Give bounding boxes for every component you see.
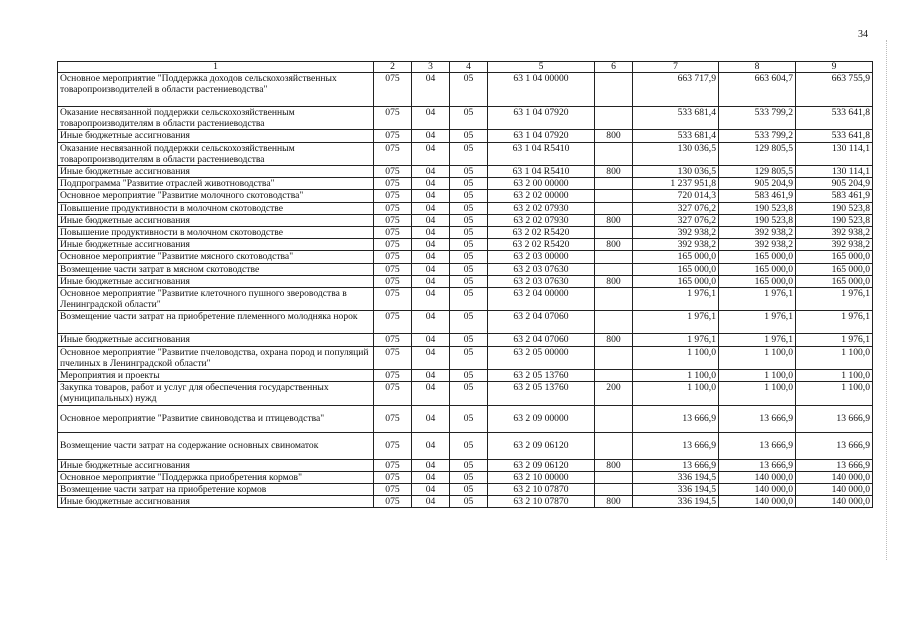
row-section-code: 04 [412, 166, 450, 178]
row-expense-type: 800 [595, 496, 633, 508]
row-section-code: 04 [412, 202, 450, 214]
row-section-code: 04 [412, 239, 450, 251]
row-target-article: 63 1 04 07920 [488, 107, 595, 130]
row-ministry-code: 075 [374, 178, 412, 190]
row-amount-1: 165 000,0 [633, 251, 719, 263]
table-row [58, 227, 873, 239]
row-expense-type: 800 [595, 459, 633, 471]
row-ministry-code: 075 [374, 370, 412, 382]
row-subsection-code: 05 [450, 275, 488, 287]
row-section-code: 04 [412, 484, 450, 496]
row-target-article: 63 2 03 07630 [488, 263, 595, 275]
row-target-article: 63 2 02 07930 [488, 202, 595, 214]
row-expense-type: 800 [595, 130, 633, 142]
row-amount-1: 13 666,9 [633, 405, 719, 432]
row-ministry-code: 075 [374, 239, 412, 251]
table-row [58, 432, 873, 459]
row-amount-2: 13 666,9 [719, 405, 796, 432]
row-subsection-code: 05 [450, 471, 488, 483]
col-header-1: 1 [58, 62, 374, 73]
row-name: Иные бюджетные ассигнования [58, 334, 374, 346]
row-name: Возмещение части затрат на приобретение кормов [58, 484, 374, 496]
row-target-article: 63 1 04 R5410 [488, 142, 595, 165]
row-amount-2: 1 100,0 [719, 370, 796, 382]
table-body [58, 73, 873, 508]
row-target-article: 63 1 04 07920 [488, 130, 595, 142]
row-expense-type [595, 346, 633, 369]
row-amount-1: 663 717,9 [633, 73, 719, 107]
row-subsection-code: 05 [450, 107, 488, 130]
row-target-article: 63 2 04 00000 [488, 288, 595, 311]
row-expense-type: 800 [595, 166, 633, 178]
row-section-code: 04 [412, 432, 450, 459]
row-expense-type: 800 [595, 275, 633, 287]
row-name: Возмещение части затрат в мясном скотоводстве [58, 263, 374, 275]
row-amount-3: 1 976,1 [796, 288, 873, 311]
row-subsection-code: 05 [450, 288, 488, 311]
table-row [58, 142, 873, 165]
row-expense-type [595, 263, 633, 275]
row-ministry-code: 075 [374, 251, 412, 263]
row-section-code: 04 [412, 496, 450, 508]
col-header-3: 3 [412, 62, 450, 73]
row-amount-3: 1 100,0 [796, 370, 873, 382]
col-header-7: 7 [633, 62, 719, 73]
row-expense-type [595, 370, 633, 382]
row-amount-1: 720 014,3 [633, 190, 719, 202]
row-amount-1: 1 976,1 [633, 311, 719, 334]
row-target-article: 63 2 10 00000 [488, 471, 595, 483]
row-target-article: 63 2 04 07060 [488, 311, 595, 334]
row-amount-2: 663 604,7 [719, 73, 796, 107]
row-amount-1: 13 666,9 [633, 432, 719, 459]
row-amount-3: 533 641,8 [796, 130, 873, 142]
row-expense-type: 800 [595, 214, 633, 226]
row-ministry-code: 075 [374, 227, 412, 239]
row-target-article: 63 2 03 07630 [488, 275, 595, 287]
table-row [58, 370, 873, 382]
row-ministry-code: 075 [374, 166, 412, 178]
row-target-article: 63 2 03 00000 [488, 251, 595, 263]
table-row [58, 382, 873, 405]
row-amount-2: 533 799,2 [719, 130, 796, 142]
col-header-6: 6 [595, 62, 633, 73]
row-expense-type: 800 [595, 239, 633, 251]
row-ministry-code: 075 [374, 130, 412, 142]
row-ministry-code: 075 [374, 311, 412, 334]
row-amount-2: 190 523,8 [719, 214, 796, 226]
row-subsection-code: 05 [450, 239, 488, 251]
row-name: Основное мероприятие "Развитие молочного скотоводства" [58, 190, 374, 202]
row-section-code: 04 [412, 142, 450, 165]
row-name: Иные бюджетные ассигнования [58, 459, 374, 471]
row-amount-2: 392 938,2 [719, 227, 796, 239]
table-row [58, 496, 873, 508]
row-amount-2: 1 976,1 [719, 288, 796, 311]
row-target-article: 63 2 04 07060 [488, 334, 595, 346]
row-expense-type [595, 227, 633, 239]
row-name: Возмещение части затрат на приобретение племенного молодняка норок [58, 311, 374, 334]
row-amount-3: 13 666,9 [796, 405, 873, 432]
row-ministry-code: 075 [374, 405, 412, 432]
row-amount-2: 1 976,1 [719, 311, 796, 334]
row-amount-1: 336 194,5 [633, 484, 719, 496]
row-name: Основное мероприятие "Поддержка доходов сельскохозяйственных товаропроизводителей в области растениеводства" [58, 73, 374, 107]
row-ministry-code: 075 [374, 484, 412, 496]
row-name: Возмещение части затрат на содержание основных свиноматок [58, 432, 374, 459]
row-name: Основное мероприятие "Развитие клеточного пушного звероводства в Ленинградской области" [58, 288, 374, 311]
row-amount-2: 129 805,5 [719, 142, 796, 165]
table-row [58, 190, 873, 202]
row-amount-3: 905 204,9 [796, 178, 873, 190]
row-target-article: 63 2 02 R5420 [488, 227, 595, 239]
row-section-code: 04 [412, 190, 450, 202]
row-target-article: 63 2 02 07930 [488, 214, 595, 226]
table-row [58, 334, 873, 346]
row-amount-1: 1 100,0 [633, 346, 719, 369]
row-amount-3: 190 523,8 [796, 214, 873, 226]
row-subsection-code: 05 [450, 432, 488, 459]
row-expense-type [595, 288, 633, 311]
budget-table [57, 61, 873, 508]
row-section-code: 04 [412, 130, 450, 142]
row-amount-3: 1 976,1 [796, 334, 873, 346]
row-amount-3: 140 000,0 [796, 484, 873, 496]
row-amount-2: 140 000,0 [719, 471, 796, 483]
row-ministry-code: 075 [374, 459, 412, 471]
row-subsection-code: 05 [450, 251, 488, 263]
row-amount-1: 1 976,1 [633, 334, 719, 346]
row-name: Иные бюджетные ассигнования [58, 130, 374, 142]
row-expense-type [595, 73, 633, 107]
row-amount-1: 336 194,5 [633, 471, 719, 483]
row-amount-1: 1 976,1 [633, 288, 719, 311]
table-row [58, 251, 873, 263]
row-amount-1: 533 681,4 [633, 130, 719, 142]
row-target-article: 63 2 02 00000 [488, 190, 595, 202]
table-row [58, 311, 873, 334]
row-amount-3: 165 000,0 [796, 251, 873, 263]
row-expense-type [595, 484, 633, 496]
row-amount-1: 327 076,2 [633, 202, 719, 214]
row-section-code: 04 [412, 334, 450, 346]
row-name: Основное мероприятие "Развитие свиноводства и птицеводства" [58, 405, 374, 432]
table-row [58, 346, 873, 369]
row-ministry-code: 075 [374, 432, 412, 459]
row-subsection-code: 05 [450, 496, 488, 508]
row-target-article: 63 2 10 07870 [488, 496, 595, 508]
row-amount-3: 165 000,0 [796, 263, 873, 275]
row-amount-2: 129 805,5 [719, 166, 796, 178]
row-target-article: 63 2 05 13760 [488, 382, 595, 405]
row-expense-type [595, 107, 633, 130]
row-ministry-code: 075 [374, 142, 412, 165]
row-section-code: 04 [412, 382, 450, 405]
row-section-code: 04 [412, 405, 450, 432]
row-name: Основное мероприятие "Развитие пчеловодства, охрана пород и популяций пчелиных в Ленинградской области" [58, 346, 374, 369]
row-expense-type: 200 [595, 382, 633, 405]
row-name: Повышение продуктивности в молочном скотоводстве [58, 202, 374, 214]
row-name: Иные бюджетные ассигнования [58, 496, 374, 508]
row-section-code: 04 [412, 178, 450, 190]
row-section-code: 04 [412, 251, 450, 263]
row-amount-3: 1 100,0 [796, 382, 873, 405]
row-amount-3: 130 114,1 [796, 142, 873, 165]
table-row [58, 166, 873, 178]
table-row [58, 484, 873, 496]
row-ministry-code: 075 [374, 202, 412, 214]
table-row [58, 263, 873, 275]
row-amount-1: 392 938,2 [633, 239, 719, 251]
row-amount-1: 13 666,9 [633, 459, 719, 471]
row-amount-3: 392 938,2 [796, 239, 873, 251]
row-amount-1: 165 000,0 [633, 275, 719, 287]
row-ministry-code: 075 [374, 346, 412, 369]
table-row [58, 130, 873, 142]
table-row [58, 178, 873, 190]
row-subsection-code: 05 [450, 227, 488, 239]
row-amount-2: 140 000,0 [719, 484, 796, 496]
row-name: Оказание несвязанной поддержки сельскохозяйственным товаропроизводителям в области растениеводства [58, 107, 374, 130]
row-subsection-code: 05 [450, 166, 488, 178]
row-amount-3: 533 641,8 [796, 107, 873, 130]
row-amount-2: 165 000,0 [719, 275, 796, 287]
row-amount-2: 140 000,0 [719, 496, 796, 508]
row-name: Оказание несвязанной поддержки сельскохозяйственным товаропроизводителям в области растениеводства [58, 142, 374, 165]
row-amount-3: 13 666,9 [796, 432, 873, 459]
row-amount-1: 336 194,5 [633, 496, 719, 508]
row-name: Иные бюджетные ассигнования [58, 239, 374, 251]
row-subsection-code: 05 [450, 334, 488, 346]
row-ministry-code: 075 [374, 263, 412, 275]
row-amount-1: 1 100,0 [633, 382, 719, 405]
row-ministry-code: 075 [374, 288, 412, 311]
row-section-code: 04 [412, 107, 450, 130]
row-ministry-code: 075 [374, 334, 412, 346]
row-subsection-code: 05 [450, 263, 488, 275]
row-section-code: 04 [412, 370, 450, 382]
row-amount-1: 130 036,5 [633, 142, 719, 165]
row-ministry-code: 075 [374, 275, 412, 287]
row-target-article: 63 2 05 13760 [488, 370, 595, 382]
row-expense-type [595, 432, 633, 459]
col-header-8: 8 [719, 62, 796, 73]
row-ministry-code: 075 [374, 73, 412, 107]
row-target-article: 63 2 10 07870 [488, 484, 595, 496]
table-row [58, 288, 873, 311]
table-row [58, 73, 873, 107]
row-target-article: 63 2 02 R5420 [488, 239, 595, 251]
row-target-article: 63 2 05 00000 [488, 346, 595, 369]
row-amount-2: 13 666,9 [719, 432, 796, 459]
row-amount-1: 327 076,2 [633, 214, 719, 226]
row-ministry-code: 075 [374, 190, 412, 202]
row-expense-type [595, 190, 633, 202]
row-amount-3: 1 100,0 [796, 346, 873, 369]
row-target-article: 63 2 09 06120 [488, 459, 595, 471]
row-section-code: 04 [412, 214, 450, 226]
row-expense-type [595, 311, 633, 334]
row-target-article: 63 2 00 00000 [488, 178, 595, 190]
row-subsection-code: 05 [450, 459, 488, 471]
row-name: Повышение продуктивности в молочном скотоводстве [58, 227, 374, 239]
row-expense-type [595, 202, 633, 214]
row-amount-1: 533 681,4 [633, 107, 719, 130]
row-subsection-code: 05 [450, 73, 488, 107]
row-amount-3: 130 114,1 [796, 166, 873, 178]
col-header-5: 5 [488, 62, 595, 73]
row-amount-3: 583 461,9 [796, 190, 873, 202]
row-expense-type [595, 405, 633, 432]
row-amount-2: 1 976,1 [719, 334, 796, 346]
row-amount-2: 13 666,9 [719, 459, 796, 471]
row-section-code: 04 [412, 73, 450, 107]
table-row [58, 214, 873, 226]
row-ministry-code: 075 [374, 107, 412, 130]
row-amount-2: 1 100,0 [719, 382, 796, 405]
row-subsection-code: 05 [450, 382, 488, 405]
row-expense-type [595, 251, 633, 263]
row-section-code: 04 [412, 227, 450, 239]
row-ministry-code: 075 [374, 214, 412, 226]
row-amount-3: 140 000,0 [796, 496, 873, 508]
row-amount-2: 165 000,0 [719, 251, 796, 263]
row-section-code: 04 [412, 459, 450, 471]
table-row [58, 405, 873, 432]
row-target-article: 63 2 09 00000 [488, 405, 595, 432]
row-section-code: 04 [412, 311, 450, 334]
row-subsection-code: 05 [450, 405, 488, 432]
row-name: Закупка товаров, работ и услуг для обеспечения государственных (муниципальных) нужд [58, 382, 374, 405]
row-section-code: 04 [412, 275, 450, 287]
row-amount-2: 165 000,0 [719, 263, 796, 275]
scan-edge-mark [886, 40, 888, 560]
row-amount-1: 1 100,0 [633, 370, 719, 382]
row-amount-3: 663 755,9 [796, 73, 873, 107]
row-expense-type: 800 [595, 334, 633, 346]
row-amount-1: 130 036,5 [633, 166, 719, 178]
row-subsection-code: 05 [450, 214, 488, 226]
table-row [58, 275, 873, 287]
row-amount-1: 165 000,0 [633, 263, 719, 275]
row-subsection-code: 05 [450, 130, 488, 142]
col-header-4: 4 [450, 62, 488, 73]
row-name: Подпрограмма "Развитие отраслей животноводства" [58, 178, 374, 190]
row-subsection-code: 05 [450, 370, 488, 382]
row-amount-2: 533 799,2 [719, 107, 796, 130]
row-ministry-code: 075 [374, 471, 412, 483]
row-expense-type [595, 471, 633, 483]
row-name: Основное мероприятие "Развитие мясного скотоводства" [58, 251, 374, 263]
row-amount-2: 583 461,9 [719, 190, 796, 202]
row-section-code: 04 [412, 471, 450, 483]
row-ministry-code: 075 [374, 382, 412, 405]
row-name: Основное мероприятие "Поддержка приобретения кормов" [58, 471, 374, 483]
row-target-article: 63 2 09 06120 [488, 432, 595, 459]
table-row [58, 107, 873, 130]
row-ministry-code: 075 [374, 496, 412, 508]
row-amount-1: 392 938,2 [633, 227, 719, 239]
row-subsection-code: 05 [450, 142, 488, 165]
row-amount-3: 165 000,0 [796, 275, 873, 287]
row-subsection-code: 05 [450, 178, 488, 190]
row-amount-2: 392 938,2 [719, 239, 796, 251]
table-row [58, 202, 873, 214]
row-target-article: 63 1 04 R5410 [488, 166, 595, 178]
row-amount-3: 140 000,0 [796, 471, 873, 483]
row-name: Иные бюджетные ассигнования [58, 214, 374, 226]
row-subsection-code: 05 [450, 311, 488, 334]
page-number: 34 [858, 29, 868, 40]
row-amount-3: 190 523,8 [796, 202, 873, 214]
table-row [58, 459, 873, 471]
row-section-code: 04 [412, 346, 450, 369]
col-header-2: 2 [374, 62, 412, 73]
table-row [58, 471, 873, 483]
row-section-code: 04 [412, 288, 450, 311]
row-amount-3: 392 938,2 [796, 227, 873, 239]
row-amount-1: 1 237 951,8 [633, 178, 719, 190]
row-amount-2: 905 204,9 [719, 178, 796, 190]
row-name: Мероприятия и проекты [58, 370, 374, 382]
row-name: Иные бюджетные ассигнования [58, 275, 374, 287]
row-name: Иные бюджетные ассигнования [58, 166, 374, 178]
row-target-article: 63 1 04 00000 [488, 73, 595, 107]
row-subsection-code: 05 [450, 190, 488, 202]
row-amount-3: 13 666,9 [796, 459, 873, 471]
row-amount-2: 190 523,8 [719, 202, 796, 214]
row-expense-type [595, 178, 633, 190]
table-row [58, 239, 873, 251]
row-subsection-code: 05 [450, 202, 488, 214]
row-amount-2: 1 100,0 [719, 346, 796, 369]
row-subsection-code: 05 [450, 346, 488, 369]
header-row [58, 62, 873, 73]
row-expense-type [595, 142, 633, 165]
row-section-code: 04 [412, 263, 450, 275]
col-header-9: 9 [796, 62, 873, 73]
row-amount-3: 1 976,1 [796, 311, 873, 334]
row-subsection-code: 05 [450, 484, 488, 496]
